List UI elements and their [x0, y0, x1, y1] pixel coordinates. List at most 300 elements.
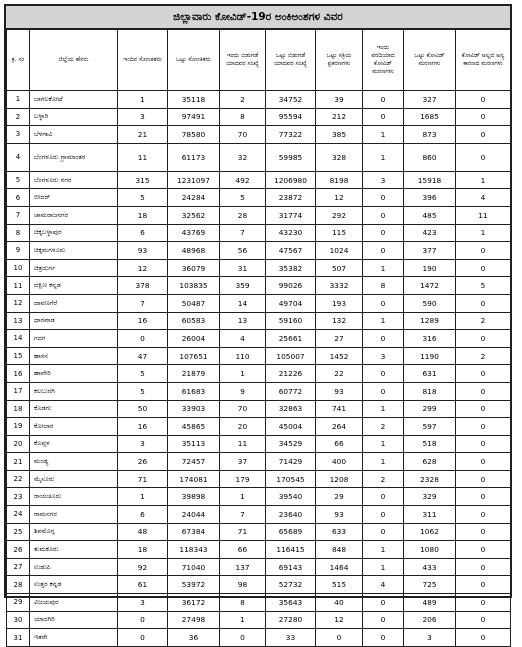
other-deaths-cell: 0: [456, 470, 511, 488]
today-deaths-cell: 8: [363, 277, 404, 295]
today-infected-cell: 6: [118, 224, 168, 242]
district-cell: ಬಳ್ಳಾರಿ: [30, 108, 118, 126]
today-deaths-cell: 0: [363, 224, 404, 242]
other-deaths-cell: 0: [456, 418, 511, 436]
total-infected-cell: 174081: [168, 470, 220, 488]
today-deaths-cell: 0: [363, 488, 404, 506]
today-infected-cell: 11: [118, 143, 168, 171]
total-discharged-cell: 105007: [266, 347, 316, 365]
total-discharged-cell: 35643: [266, 594, 316, 612]
total-discharged-cell: 21226: [266, 365, 316, 383]
active-cases-cell: 93: [316, 382, 363, 400]
total-deaths-cell: 631: [404, 365, 456, 383]
table-row: [7, 224, 511, 242]
total-infected-cell: 24044: [168, 506, 220, 524]
serial-cell: 8: [7, 224, 30, 242]
today-infected-cell: 0: [118, 629, 168, 647]
other-deaths-cell: 0: [456, 541, 511, 559]
header-row: [7, 30, 511, 91]
total-deaths-cell: 1289: [404, 312, 456, 330]
today-discharged-cell: 14: [220, 294, 266, 312]
table-row: [7, 242, 511, 260]
today-discharged-cell: 110: [220, 347, 266, 365]
district-cell: ಉತ್ತರ ಕನ್ನಡ: [30, 576, 118, 594]
serial-cell: 14: [7, 330, 30, 348]
today-discharged-cell: 31: [220, 259, 266, 277]
district-cell: ಉಡುಪಿ: [30, 558, 118, 576]
total-discharged-cell: 47567: [266, 242, 316, 260]
active-cases-cell: 22: [316, 365, 363, 383]
today-infected-cell: 61: [118, 576, 168, 594]
active-cases-cell: 40: [316, 594, 363, 612]
other-deaths-cell: 0: [456, 453, 511, 471]
total-infected-cell: 78580: [168, 126, 220, 144]
district-cell: ಬೆಂಗಳೂರು ಗ್ರಾಮಾಂತರ: [30, 143, 118, 171]
today-discharged-cell: 5: [220, 189, 266, 207]
table-row: [7, 330, 511, 348]
total-infected-cell: 21879: [168, 365, 220, 383]
serial-cell: 17: [7, 382, 30, 400]
serial-cell: 11: [7, 277, 30, 295]
serial-cell: 24: [7, 506, 30, 524]
today-deaths-cell: 1: [363, 558, 404, 576]
active-cases-cell: 292: [316, 206, 363, 224]
total-infected-cell: 35118: [168, 91, 220, 109]
today-deaths-cell: 0: [363, 189, 404, 207]
serial-cell: 19: [7, 418, 30, 436]
district-cell: ಬೆಂಗಳೂರು ನಗರ: [30, 171, 118, 189]
district-cell: ಕೊಪ್ಪಳ: [30, 435, 118, 453]
total-deaths-cell: 818: [404, 382, 456, 400]
table-row: [7, 189, 511, 207]
total-deaths-cell: 377: [404, 242, 456, 260]
total-discharged-cell: 59985: [266, 143, 316, 171]
serial-cell: 28: [7, 576, 30, 594]
other-deaths-cell: 0: [456, 365, 511, 383]
table-row: [7, 611, 511, 629]
total-discharged-cell: 49704: [266, 294, 316, 312]
serial-cell: 27: [7, 558, 30, 576]
today-deaths-cell: 2: [363, 470, 404, 488]
table-row: [7, 143, 511, 171]
other-deaths-cell: 1: [456, 171, 511, 189]
today-discharged-cell: 1: [220, 365, 266, 383]
active-cases-cell: 1452: [316, 347, 363, 365]
today-discharged-cell: 13: [220, 312, 266, 330]
total-deaths-cell: 206: [404, 611, 456, 629]
header-district: ಜಿಲ್ಲೆಯ ಹೆಸರು: [30, 30, 118, 91]
today-discharged-cell: 1: [220, 611, 266, 629]
total-deaths-cell: 2328: [404, 470, 456, 488]
header-active-cases: ಒಟ್ಟು ಸಕ್ರಿಯ ಪ್ರಕರಣಗಳು: [316, 30, 363, 91]
serial-cell: 13: [7, 312, 30, 330]
table-row: [7, 108, 511, 126]
active-cases-cell: 385: [316, 126, 363, 144]
today-deaths-cell: 0: [363, 108, 404, 126]
district-cell: ಹಾಸನ: [30, 347, 118, 365]
active-cases-cell: 66: [316, 435, 363, 453]
total-discharged-cell: 43230: [266, 224, 316, 242]
total-deaths-cell: 1472: [404, 277, 456, 295]
table-row: [7, 418, 511, 436]
table-row: [7, 576, 511, 594]
serial-cell: 12: [7, 294, 30, 312]
active-cases-cell: 27: [316, 330, 363, 348]
today-deaths-cell: 0: [363, 611, 404, 629]
other-deaths-cell: 1: [456, 224, 511, 242]
today-infected-cell: 16: [118, 418, 168, 436]
total-deaths-cell: 518: [404, 435, 456, 453]
today-discharged-cell: 70: [220, 400, 266, 418]
table-title: ಜಿಲ್ಲಾವಾರು ಕೋವಿಡ್-19ರ ಅಂಕಿಅಂಶಗಳ ವಿವರ: [6, 6, 510, 29]
active-cases-cell: 264: [316, 418, 363, 436]
today-discharged-cell: 1: [220, 488, 266, 506]
other-deaths-cell: 0: [456, 488, 511, 506]
today-infected-cell: 50: [118, 400, 168, 418]
today-infected-cell: 6: [118, 506, 168, 524]
table-row: [7, 259, 511, 277]
table-row: [7, 347, 511, 365]
header-today-infected: ಇಂದಿನ ಸೋಂಕಿತರು: [118, 30, 168, 91]
active-cases-cell: 3332: [316, 277, 363, 295]
total-deaths-cell: 489: [404, 594, 456, 612]
total-discharged-cell: 71429: [266, 453, 316, 471]
today-discharged-cell: 0: [220, 629, 266, 647]
total-infected-cell: 27498: [168, 611, 220, 629]
total-discharged-cell: 52732: [266, 576, 316, 594]
active-cases-cell: 633: [316, 523, 363, 541]
total-infected-cell: 50487: [168, 294, 220, 312]
today-discharged-cell: 8: [220, 594, 266, 612]
today-deaths-cell: 0: [363, 594, 404, 612]
today-discharged-cell: 56: [220, 242, 266, 260]
today-infected-cell: 18: [118, 206, 168, 224]
today-deaths-cell: 1: [363, 126, 404, 144]
total-discharged-cell: 65689: [266, 523, 316, 541]
total-infected-cell: 45865: [168, 418, 220, 436]
district-cell: ಚಿಕ್ಕಮಗಳೂರು: [30, 242, 118, 260]
total-infected-cell: 53972: [168, 576, 220, 594]
total-infected-cell: 67384: [168, 523, 220, 541]
total-infected-cell: 24284: [168, 189, 220, 207]
serial-cell: 21: [7, 453, 30, 471]
table-row: [7, 523, 511, 541]
today-discharged-cell: 137: [220, 558, 266, 576]
serial-cell: 29: [7, 594, 30, 612]
serial-cell: 1: [7, 91, 30, 109]
today-deaths-cell: 0: [363, 91, 404, 109]
total-discharged-cell: 23872: [266, 189, 316, 207]
today-deaths-cell: 1: [363, 312, 404, 330]
total-discharged-cell: 95594: [266, 108, 316, 126]
total-deaths-cell: 329: [404, 488, 456, 506]
covid-table-sheet: [4, 4, 512, 643]
table-row: [7, 294, 511, 312]
total-deaths-cell: 1062: [404, 523, 456, 541]
today-discharged-cell: 98: [220, 576, 266, 594]
district-cell: ಕಲಬುರಗಿ: [30, 382, 118, 400]
today-infected-cell: 378: [118, 277, 168, 295]
today-discharged-cell: 32: [220, 143, 266, 171]
district-cell: ವಿಜಯಪುರ: [30, 594, 118, 612]
total-discharged-cell: 34752: [266, 91, 316, 109]
other-deaths-cell: 0: [456, 294, 511, 312]
today-deaths-cell: 1: [363, 400, 404, 418]
district-cell: ಬೆಳಗಾವಿ: [30, 126, 118, 144]
total-deaths-cell: 1080: [404, 541, 456, 559]
today-discharged-cell: 9: [220, 382, 266, 400]
today-infected-cell: 1: [118, 91, 168, 109]
district-cell: ರಾಮನಗರ: [30, 506, 118, 524]
active-cases-cell: 515: [316, 576, 363, 594]
table-row: [7, 91, 511, 109]
total-deaths-cell: 590: [404, 294, 456, 312]
header-other-deaths: ಕೋವಿಡ್ ಅಲ್ಲದ ಅನ್ಯ ಕಾರಣದ ಮರಣಗಳು: [456, 30, 511, 91]
other-deaths-cell: 4: [456, 189, 511, 207]
total-deaths-cell: 396: [404, 189, 456, 207]
today-infected-cell: 12: [118, 259, 168, 277]
district-cell: ಚಿಕ್ಕಬಳ್ಳಾಪುರ: [30, 224, 118, 242]
total-discharged-cell: 33: [266, 629, 316, 647]
table-row: [7, 126, 511, 144]
today-deaths-cell: 0: [363, 242, 404, 260]
table-row: [7, 594, 511, 612]
total-discharged-cell: 31774: [266, 206, 316, 224]
today-discharged-cell: 2: [220, 91, 266, 109]
district-cell: ತುಮಕೂರು: [30, 541, 118, 559]
table-row: [7, 171, 511, 189]
serial-cell: 7: [7, 206, 30, 224]
total-discharged-cell: 69143: [266, 558, 316, 576]
today-discharged-cell: 20: [220, 418, 266, 436]
total-discharged-cell: 35382: [266, 259, 316, 277]
active-cases-cell: 8198: [316, 171, 363, 189]
district-cell: ಕೋಲಾರ: [30, 418, 118, 436]
total-deaths-cell: 433: [404, 558, 456, 576]
total-discharged-cell: 34529: [266, 435, 316, 453]
active-cases-cell: 1464: [316, 558, 363, 576]
table-row: [7, 435, 511, 453]
district-cell: ಮೈಸೂರು: [30, 470, 118, 488]
active-cases-cell: 115: [316, 224, 363, 242]
total-deaths-cell: 190: [404, 259, 456, 277]
today-deaths-cell: 1: [363, 435, 404, 453]
district-cell: ಧಾರವಾಡ: [30, 312, 118, 330]
total-infected-cell: 48968: [168, 242, 220, 260]
total-infected-cell: 33903: [168, 400, 220, 418]
table-row: [7, 470, 511, 488]
today-deaths-cell: 0: [363, 206, 404, 224]
total-infected-cell: 43769: [168, 224, 220, 242]
other-deaths-cell: 0: [456, 523, 511, 541]
other-deaths-cell: 0: [456, 259, 511, 277]
total-discharged-cell: 59160: [266, 312, 316, 330]
district-stats-table: [6, 29, 511, 647]
total-deaths-cell: 423: [404, 224, 456, 242]
table-row: [7, 558, 511, 576]
total-deaths-cell: 628: [404, 453, 456, 471]
today-infected-cell: 48: [118, 523, 168, 541]
today-infected-cell: 3: [118, 108, 168, 126]
today-infected-cell: 5: [118, 365, 168, 383]
serial-cell: 20: [7, 435, 30, 453]
total-discharged-cell: 116415: [266, 541, 316, 559]
other-deaths-cell: 0: [456, 611, 511, 629]
today-deaths-cell: 0: [363, 365, 404, 383]
today-discharged-cell: 179: [220, 470, 266, 488]
today-infected-cell: 92: [118, 558, 168, 576]
today-discharged-cell: 37: [220, 453, 266, 471]
today-deaths-cell: 4: [363, 576, 404, 594]
total-deaths-cell: 299: [404, 400, 456, 418]
total-infected-cell: 118343: [168, 541, 220, 559]
today-infected-cell: 3: [118, 435, 168, 453]
total-infected-cell: 26004: [168, 330, 220, 348]
total-infected-cell: 36: [168, 629, 220, 647]
today-discharged-cell: 359: [220, 277, 266, 295]
other-deaths-cell: 0: [456, 330, 511, 348]
table-row: [7, 488, 511, 506]
district-cell: ಚಾಮರಾಜನಗರ: [30, 206, 118, 224]
total-infected-cell: 39898: [168, 488, 220, 506]
other-deaths-cell: 0: [456, 382, 511, 400]
other-deaths-cell: 0: [456, 629, 511, 647]
today-discharged-cell: 28: [220, 206, 266, 224]
total-infected-cell: 72457: [168, 453, 220, 471]
serial-cell: 31: [7, 629, 30, 647]
today-discharged-cell: 492: [220, 171, 266, 189]
other-deaths-cell: 2: [456, 347, 511, 365]
today-infected-cell: 18: [118, 541, 168, 559]
today-deaths-cell: 0: [363, 330, 404, 348]
district-cell: ಕೊಡಗು: [30, 400, 118, 418]
other-deaths-cell: 11: [456, 206, 511, 224]
total-infected-cell: 97491: [168, 108, 220, 126]
other-deaths-cell: 5: [456, 277, 511, 295]
total-discharged-cell: 32863: [266, 400, 316, 418]
total-deaths-cell: 485: [404, 206, 456, 224]
table-row: [7, 453, 511, 471]
other-deaths-cell: 0: [456, 594, 511, 612]
today-deaths-cell: 1: [363, 453, 404, 471]
serial-cell: 4: [7, 143, 30, 171]
today-deaths-cell: 0: [363, 382, 404, 400]
other-deaths-cell: 0: [456, 400, 511, 418]
today-discharged-cell: 4: [220, 330, 266, 348]
today-deaths-cell: 1: [363, 259, 404, 277]
today-deaths-cell: 0: [363, 629, 404, 647]
active-cases-cell: 400: [316, 453, 363, 471]
serial-cell: 6: [7, 189, 30, 207]
district-cell: ದಕ್ಷಿಣ ಕನ್ನಡ: [30, 277, 118, 295]
total-discharged-cell: 1206980: [266, 171, 316, 189]
serial-cell: 18: [7, 400, 30, 418]
active-cases-cell: 193: [316, 294, 363, 312]
total-infected-cell: 36172: [168, 594, 220, 612]
total-discharged-cell: 39540: [266, 488, 316, 506]
total-infected-cell: 32562: [168, 206, 220, 224]
district-cell: ಗದಗ: [30, 330, 118, 348]
active-cases-cell: 1208: [316, 470, 363, 488]
today-deaths-cell: 1: [363, 143, 404, 171]
total-infected-cell: 103835: [168, 277, 220, 295]
serial-cell: 25: [7, 523, 30, 541]
serial-cell: 15: [7, 347, 30, 365]
today-infected-cell: 3: [118, 594, 168, 612]
total-deaths-cell: 725: [404, 576, 456, 594]
today-discharged-cell: 71: [220, 523, 266, 541]
district-cell: ರಾಯಚೂರು: [30, 488, 118, 506]
other-deaths-cell: 0: [456, 558, 511, 576]
table-row: [7, 206, 511, 224]
table-row: [7, 629, 511, 647]
today-discharged-cell: 11: [220, 435, 266, 453]
other-deaths-cell: 2: [456, 312, 511, 330]
total-discharged-cell: 77322: [266, 126, 316, 144]
total-infected-cell: 61173: [168, 143, 220, 171]
today-deaths-cell: 0: [363, 294, 404, 312]
today-infected-cell: 5: [118, 189, 168, 207]
total-infected-cell: 60583: [168, 312, 220, 330]
today-discharged-cell: 7: [220, 224, 266, 242]
today-infected-cell: 1: [118, 488, 168, 506]
today-deaths-cell: 0: [363, 506, 404, 524]
district-cell: ಮಂಡ್ಯ: [30, 453, 118, 471]
today-discharged-cell: 8: [220, 108, 266, 126]
district-cell: ಬೀದರ್: [30, 189, 118, 207]
today-infected-cell: 16: [118, 312, 168, 330]
active-cases-cell: 1024: [316, 242, 363, 260]
today-infected-cell: 71: [118, 470, 168, 488]
header-serial: ಕ್ರ. ಸಂ: [7, 30, 30, 91]
total-infected-cell: 107651: [168, 347, 220, 365]
serial-cell: 22: [7, 470, 30, 488]
total-discharged-cell: 23640: [266, 506, 316, 524]
header-today-discharged: ಇಂದು ಬಿಡುಗಡೆ ಯಾದವರ ಸಂಖ್ಯೆ: [220, 30, 266, 91]
table-row: [7, 541, 511, 559]
serial-cell: 3: [7, 126, 30, 144]
total-deaths-cell: 316: [404, 330, 456, 348]
total-deaths-cell: 15918: [404, 171, 456, 189]
total-deaths-cell: 1190: [404, 347, 456, 365]
total-discharged-cell: 99026: [266, 277, 316, 295]
today-deaths-cell: 3: [363, 171, 404, 189]
today-infected-cell: 315: [118, 171, 168, 189]
active-cases-cell: 741: [316, 400, 363, 418]
total-deaths-cell: 597: [404, 418, 456, 436]
total-infected-cell: 71040: [168, 558, 220, 576]
total-deaths-cell: 327: [404, 91, 456, 109]
today-discharged-cell: 70: [220, 126, 266, 144]
serial-cell: 10: [7, 259, 30, 277]
district-cell: ಹಾವೇರಿ: [30, 365, 118, 383]
total-infected-cell: 35113: [168, 435, 220, 453]
serial-cell: 5: [7, 171, 30, 189]
total-infected-cell: 1231097: [168, 171, 220, 189]
serial-cell: 2: [7, 108, 30, 126]
active-cases-cell: 212: [316, 108, 363, 126]
total-discharged-cell: 170545: [266, 470, 316, 488]
table-row: [7, 382, 511, 400]
today-infected-cell: 0: [118, 330, 168, 348]
district-cell: ಯಾದಗಿರಿ: [30, 611, 118, 629]
other-deaths-cell: 0: [456, 108, 511, 126]
district-cell: ಬಾಗಲಕೋಟೆ: [30, 91, 118, 109]
active-cases-cell: 132: [316, 312, 363, 330]
total-discharged-cell: 60772: [266, 382, 316, 400]
district-cell: ದಾವಣಗೆರೆ: [30, 294, 118, 312]
active-cases-cell: 328: [316, 143, 363, 171]
